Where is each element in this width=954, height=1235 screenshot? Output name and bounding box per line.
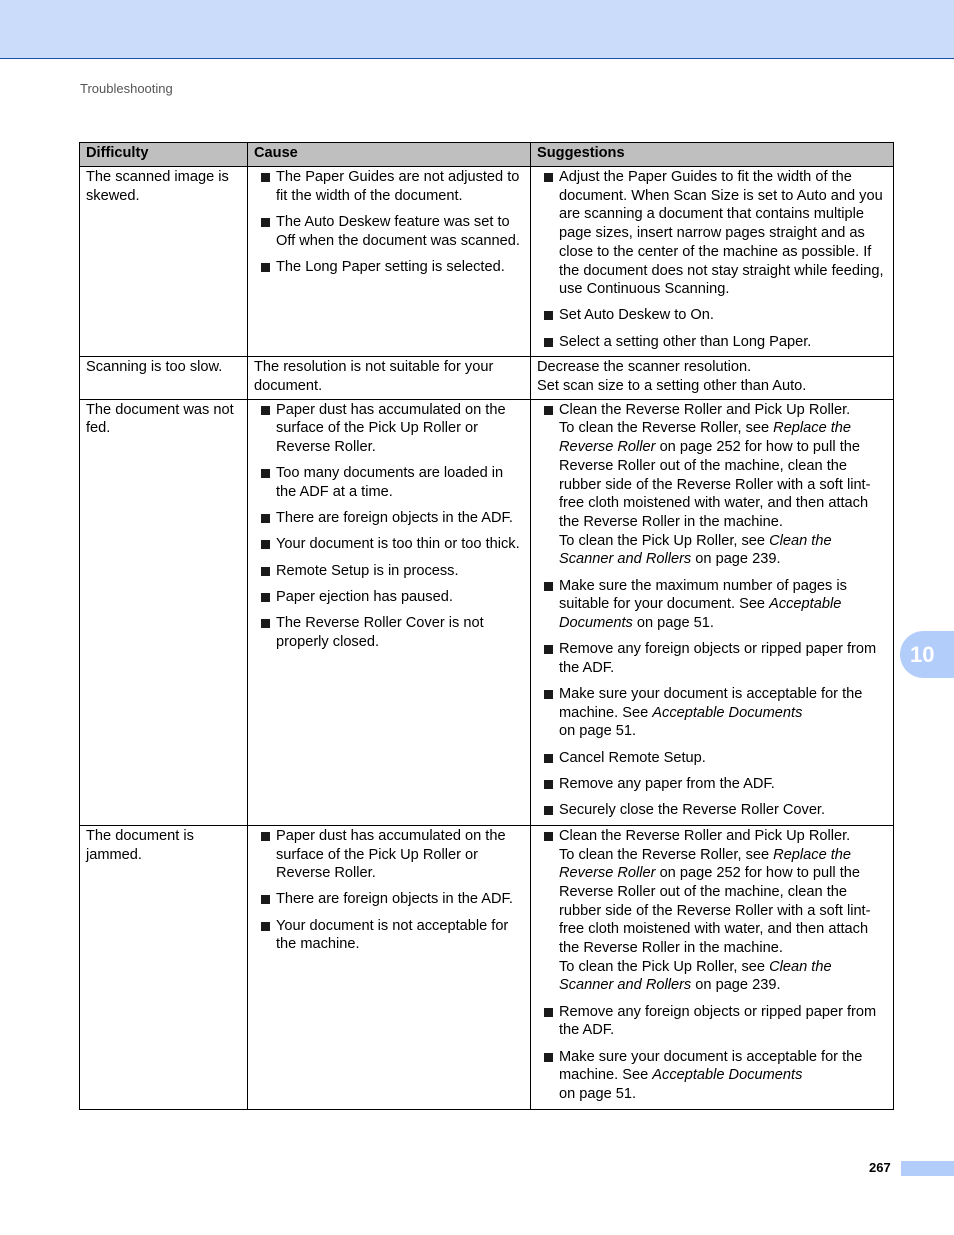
suggestions-cell (531, 357, 894, 399)
text-run: The Paper Guides are not adjusted to fit the width of the document. (276, 169, 520, 204)
list-item (537, 1048, 888, 1104)
bullet-list (254, 827, 525, 954)
text-run: There are foreign objects in the ADF. (276, 891, 513, 908)
difficulty-cell: The document is jammed. (80, 825, 248, 1109)
list-item (254, 588, 525, 607)
bullet-list (254, 401, 525, 652)
text-run: on page 239. (691, 977, 781, 994)
list-item (537, 749, 888, 768)
top-header-band (0, 0, 954, 59)
list-item (254, 614, 525, 651)
text-run: Select a setting other than Long Paper. (559, 333, 812, 350)
text-run: The Auto Deskew feature was set to Off when the document was scanned. (276, 213, 520, 249)
column-header-suggestions: Suggestions (531, 143, 894, 167)
cause-cell (248, 825, 531, 1109)
page-number: 267 (869, 1160, 891, 1175)
text-run: Make sure the maximum number of pages is suitable for your document. See (559, 577, 847, 613)
list-item (254, 464, 525, 501)
list-item (254, 890, 525, 909)
cause-cell (248, 357, 531, 399)
list-item (254, 827, 525, 883)
list-item (537, 168, 888, 299)
text-run: Clean the Reverse Roller and Pick Up Roller. (559, 401, 851, 418)
text-run: Paper dust has accumulated on the surface of the Pick Up Roller or Reverse Roller. (276, 401, 506, 456)
difficulty-cell: Scanning is too slow. (80, 357, 248, 399)
text-run: Remove any foreign objects or ripped paper from the ADF. (559, 641, 877, 676)
text-run: Make sure your document is acceptable for the machine. See (559, 686, 863, 721)
list-item (537, 640, 888, 677)
text-run: Adjust the Paper Guides to fit the width of the document. When Scan Size is set to Auto and you are scanning a document that contains multiple page sizes, insert narrow pages straight and as close to the center of the machine as possible. If the document does not stay straight while feeding, use Continuous Scanning. (559, 169, 884, 298)
text-run: Paper dust has accumulated on the surface of the Pick Up Roller or Reverse Roller. (276, 827, 506, 882)
list-item (537, 401, 888, 569)
list-item (254, 168, 525, 205)
text-run: on page 252 for how to pull the Reverse Roller out of the machine, clean the rubber side of the Reverse Roller with a soft lint-free cloth moistened with water, and then attach the Reverse Roller in the machine. (559, 439, 871, 530)
list-item (537, 306, 888, 325)
cause-cell (248, 167, 531, 357)
list-item (254, 509, 525, 528)
text-run: Set Auto Deskew to On. (559, 307, 714, 324)
table-row (80, 167, 894, 357)
chapter-tab: 10 (900, 631, 954, 678)
text-line (537, 358, 888, 377)
text-run: To clean the Reverse Roller, see (559, 420, 774, 437)
text-line (537, 377, 888, 396)
text-run: Cancel Remote Setup. (559, 749, 706, 766)
cross-reference: Acceptable Documents (652, 704, 803, 721)
list-item (254, 401, 525, 457)
text-run: The Long Paper setting is selected. (276, 258, 505, 275)
text-run: on page 239. (691, 551, 781, 568)
text-run: To clean the Pick Up Roller, see (559, 532, 770, 549)
bullet-list (537, 168, 888, 351)
table-body (80, 167, 894, 1110)
list-item (254, 258, 525, 277)
list-item (537, 1003, 888, 1040)
text-run: Set scan size to a setting other than Auto. (537, 378, 807, 395)
text-run: Paper ejection has paused. (276, 588, 453, 605)
list-item (537, 577, 888, 633)
cross-reference: Clean the Scanner and Rollers (559, 958, 832, 994)
text-run: There are foreign objects in the ADF. (276, 510, 513, 527)
text-run: on page 51. (559, 723, 637, 740)
difficulty-cell: The document was not fed. (80, 399, 248, 825)
cross-reference: Acceptable Documents (652, 1067, 803, 1084)
text-run: Too many documents are loaded in the ADF at a time. (276, 465, 504, 501)
cross-reference: Replace the Reverse Roller (559, 846, 852, 882)
running-header: Troubleshooting (80, 81, 173, 96)
text-line (254, 358, 525, 395)
column-header-difficulty: Difficulty (80, 143, 248, 167)
list-item (254, 535, 525, 554)
list-item (537, 827, 888, 995)
troubleshooting-table (79, 142, 894, 1110)
text-run: Remote Setup is in process. (276, 562, 459, 579)
list-item (254, 562, 525, 581)
column-header-cause: Cause (248, 143, 531, 167)
page-number-bar (901, 1161, 954, 1176)
table-row (80, 825, 894, 1109)
bullet-list (537, 827, 888, 1104)
suggestions-cell (531, 825, 894, 1109)
text-run: on page 51. (559, 1085, 637, 1102)
list-item (537, 801, 888, 820)
text-run: on page 252 for how to pull the Reverse Roller out of the machine, clean the rubber side of the Reverse Roller with a soft lint-free cloth moistened with water, and then attach the Reverse Roller in the machine. (559, 865, 871, 957)
list-item (537, 333, 888, 352)
text-run: Make sure your document is acceptable for the machine. See (559, 1048, 863, 1084)
cause-cell (248, 399, 531, 825)
cross-reference: Replace the Reverse Roller (559, 420, 852, 456)
list-item (537, 685, 888, 741)
table-header-row (80, 143, 894, 167)
text-run: Your document is too thin or too thick. (276, 536, 520, 553)
suggestions-cell (531, 399, 894, 825)
text-run: To clean the Reverse Roller, see (559, 846, 774, 863)
list-item (537, 775, 888, 794)
bullet-list (254, 168, 525, 277)
list-item (254, 213, 525, 250)
text-run: The resolution is not suitable for your document. (254, 359, 494, 395)
difficulty-cell: The scanned image is skewed. (80, 167, 248, 357)
table-row (80, 357, 894, 399)
cross-reference: Acceptable Documents (559, 596, 842, 631)
text-run: To clean the Pick Up Roller, see (559, 958, 770, 975)
text-run: Clean the Reverse Roller and Pick Up Roller. (559, 827, 851, 844)
table-row (80, 399, 894, 825)
text-run: Remove any foreign objects or ripped paper from the ADF. (559, 1003, 877, 1039)
text-run: Remove any paper from the ADF. (559, 775, 775, 792)
suggestions-cell (531, 167, 894, 357)
text-run: The Reverse Roller Cover is not properly closed. (276, 615, 484, 650)
cross-reference: Clean the Scanner and Rollers (559, 532, 832, 568)
text-run: Securely close the Reverse Roller Cover. (559, 802, 826, 819)
list-item (254, 917, 525, 954)
text-run: Decrease the scanner resolution. (537, 359, 752, 376)
text-run: on page 51. (632, 614, 714, 631)
bullet-list (537, 401, 888, 820)
text-run: Your document is not acceptable for the machine. (276, 917, 509, 953)
